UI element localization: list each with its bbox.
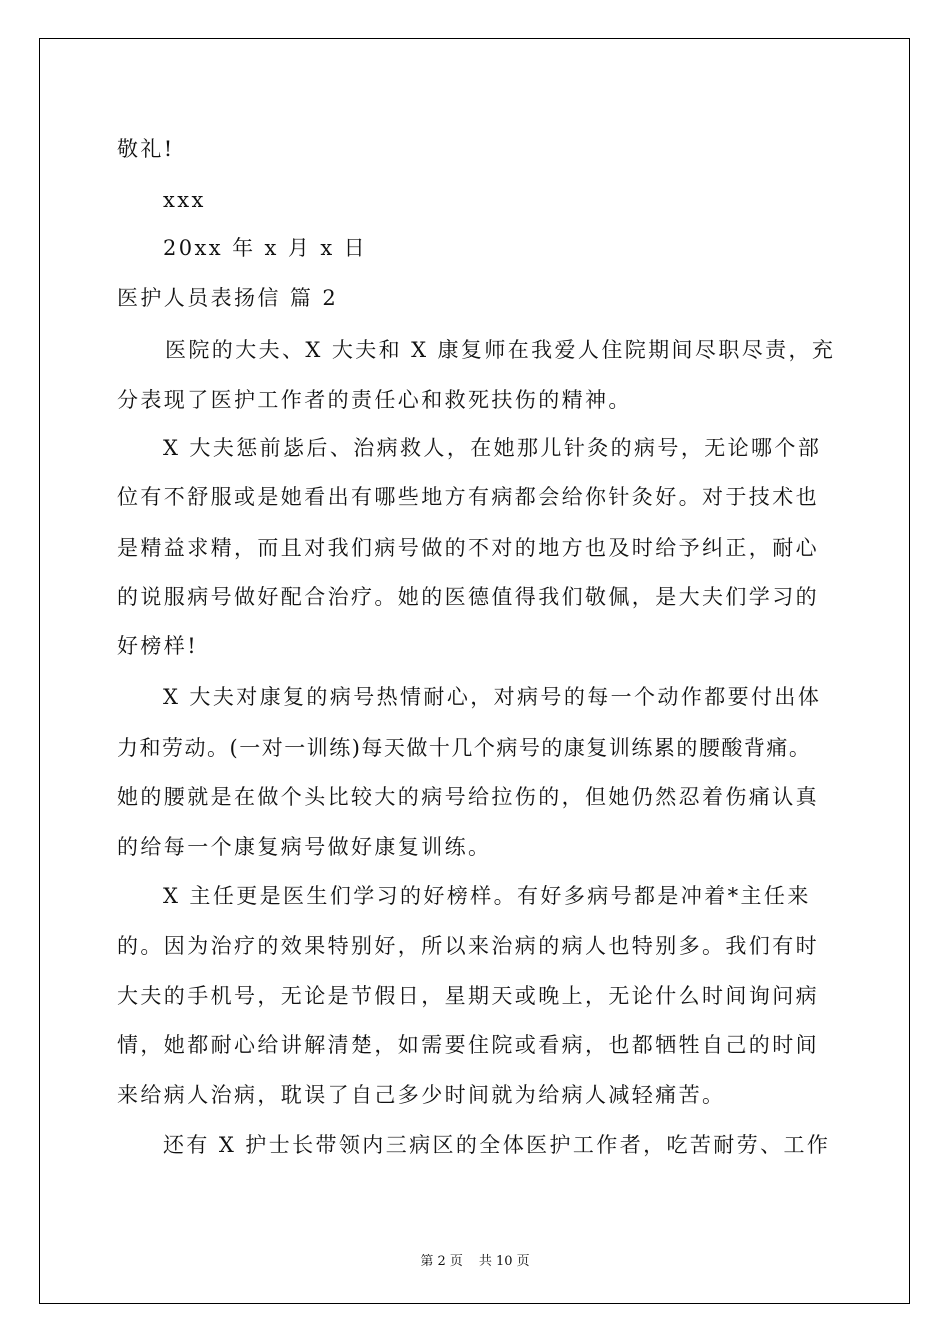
section-heading: 医护人员表扬信 篇 2 (117, 286, 339, 310)
text-line: 医院的大夫、X 大夫和 X 康复师在我爱人住院期间尽职尽责，充 (165, 338, 836, 362)
text-line: 力和劳动。(一对一训练)每天做十几个病号的康复训练累的腰酸背痛。 (117, 736, 812, 760)
text-line: X 大夫对康复的病号热情耐心，对病号的每一个动作都要付出体 (163, 685, 822, 709)
text-line: X 主任更是医生们学习的好榜样。有好多病号都是冲着*主任来 (163, 884, 811, 908)
text-line: 还有 X 护士长带领内三病区的全体医护工作者，吃苦耐劳、工作 (163, 1133, 831, 1157)
text-line: X 大夫惩前毖后、治病救人，在她那儿针灸的病号，无论哪个部 (163, 436, 822, 460)
text-line: 的说服病号做好配合治疗。她的医德值得我们敬佩，是大夫们学习的 (117, 585, 819, 609)
text-line: 来给病人治病，耽误了自己多少时间就为给病人减轻痛苦。 (117, 1083, 726, 1107)
page-footer (0, 1250, 950, 1269)
text-line: 的。因为治疗的效果特别好，所以来治病的病人也特别多。我们有时 (117, 934, 819, 958)
text-line: 情，她都耐心给讲解清楚，如需要住院或看病，也都牺牲自己的时间 (117, 1033, 819, 1057)
text-line: 大夫的手机号，无论是节假日，星期天或晚上，无论什么时间询问病 (117, 984, 819, 1008)
text-line: 她的腰就是在做个头比较大的病号给拉伤的，但她仍然忍着伤痛认真 (117, 785, 819, 809)
text-line: xxx (163, 188, 206, 212)
text-line: 是精益求精，而且对我们病号做的不对的地方也及时给予纠正，耐心 (117, 536, 819, 560)
text-line: 20xx 年 x 月 x 日 (163, 236, 368, 260)
text-line: 好榜样! (117, 634, 199, 658)
page-number: 第 2 页 (420, 1254, 463, 1269)
text-line: 分表现了医护工作者的责任心和救死扶伤的精神。 (117, 388, 632, 412)
page-border (39, 38, 910, 1304)
text-line: 位有不舒服或是她看出有哪些地方有病都会给你针灸好。对于技术也 (117, 485, 819, 509)
text-line: 的给每一个康复病号做好康复训练。 (117, 835, 492, 859)
text-line: 敬礼! (117, 137, 175, 161)
page-total: 共 10 页 (478, 1254, 530, 1269)
